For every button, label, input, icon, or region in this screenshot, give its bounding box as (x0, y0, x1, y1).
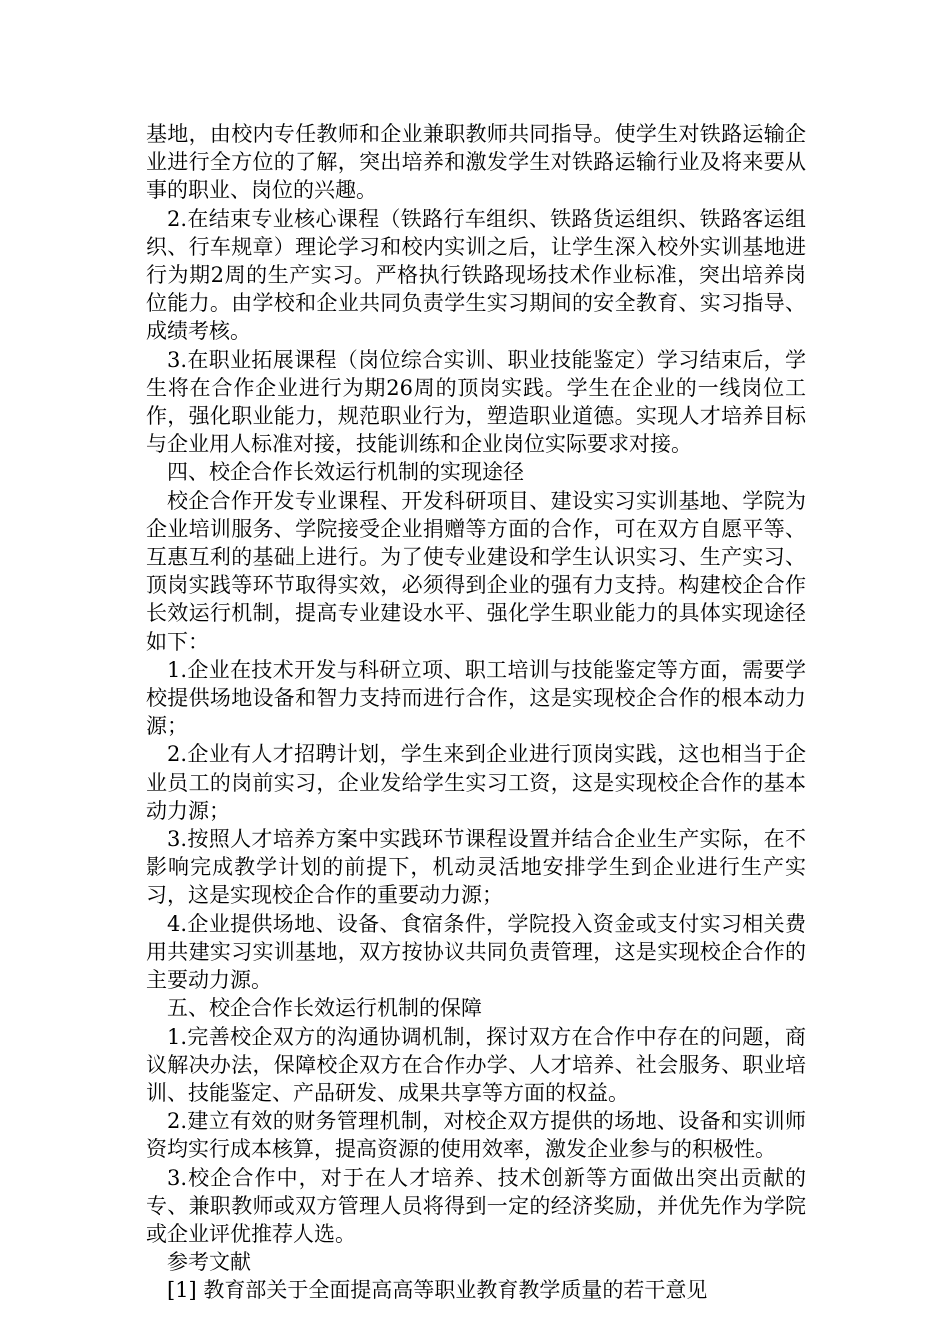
paragraph-path-3: 3.按照人才培养方案中实践环节课程设置并结合企业生产实际，在不影响完成教学计划的前提下，机动灵活地安排学生到企业进行生产实习，这是实现校企合作的重要动力源； (146, 827, 806, 908)
paragraph-path-2: 2.企业有人才招聘计划，学生来到企业进行顶岗实践，这也相当于企业员工的岗前实习，企业发给学生实习工资，这是实现校企合作的基本动力源； (146, 742, 806, 823)
paragraph-continuation: 基地，由校内专任教师和企业兼职教师共同指导。使学生对铁路运输企业进行全方位的了解，突出培养和激发学生对铁路运输行业及将来要从事的职业、岗位的兴趣。 (146, 122, 806, 203)
paragraph-item-3-post-practice: 3.在职业拓展课程（岗位综合实训、职业技能鉴定）学习结束后，学生将在合作企业进行为期26周的顶岗实践。学生在企业的一线岗位工作，强化职业能力，规范职业行为，塑造职业道德。实现人才培养目标与企业用人标准对接，技能训练和企业岗位实际要求对接。 (146, 347, 806, 457)
paragraph-item-2-production-internship: 2.在结束专业核心课程（铁路行车组织、铁路货运组织、铁路客运组织、行车规章）理论学习和校内实训之后，让学生深入校外实训基地进行为期2周的生产实习。严格执行铁路现场技术作业标准，突出培养岗位能力。由学校和企业共同负责学生实习期间的安全教育、实习指导、成绩考核。 (146, 206, 806, 344)
paragraph-path-1: 1.企业在技术开发与科研立项、职工培训与技能鉴定等方面，需要学校提供场地设备和智力支持而进行合作，这是实现校企合作的根本动力源； (146, 657, 806, 739)
section-heading-4: 四、校企合作长效运行机制的实现途径 (167, 460, 524, 485)
paragraph-section-4-intro: 校企合作开发专业课程、开发科研项目、建设实习实训基地、学院为企业培训服务、学院接受企业捐赠等方面的合作，可在双方自愿平等、互惠互利的基础上进行。为了使专业建设和学生认识实习、生产实习、顶岗实践等环节取得实效，必须得到企业的强有力支持。构建校企合作长效运行机制，提高专业建设水平、强化学生职业能力的具体实现途径如下： (146, 488, 806, 654)
reference-item-1: [1] 教育部关于全面提高高等职业教育教学质量的若干意见 (167, 1278, 708, 1303)
document-body (146, 120, 806, 1305)
paragraph-guarantee-2: 2.建立有效的财务管理机制，对校企双方提供的场地、设备和实训师资均实行成本核算，提高资源的使用效率，激发企业参与的积极性。 (146, 1109, 806, 1162)
paragraph-path-4: 4.企业提供场地、设备、食宿条件，学院投入资金或支付实习相关费用共建实习实训基地，双方按协议共同负责管理，这是实现校企合作的主要动力源。 (146, 911, 806, 993)
section-heading-5: 五、校企合作长效运行机制的保障 (167, 996, 482, 1021)
references-heading: 参考文献 (167, 1250, 251, 1275)
paragraph-guarantee-3: 3.校企合作中，对于在人才培养、技术创新等方面做出突出贡献的专、兼职教师或双方管理人员将得到一定的经济奖励，并优先作为学院或企业评优推荐人选。 (146, 1165, 806, 1246)
paragraph-guarantee-1: 1.完善校企双方的沟通协调机制，探讨双方在合作中存在的问题，商议解决办法，保障校企双方在合作办学、人才培养、社会服务、职业培训、技能鉴定、产品研发、成果共享等方面的权益。 (146, 1024, 806, 1105)
